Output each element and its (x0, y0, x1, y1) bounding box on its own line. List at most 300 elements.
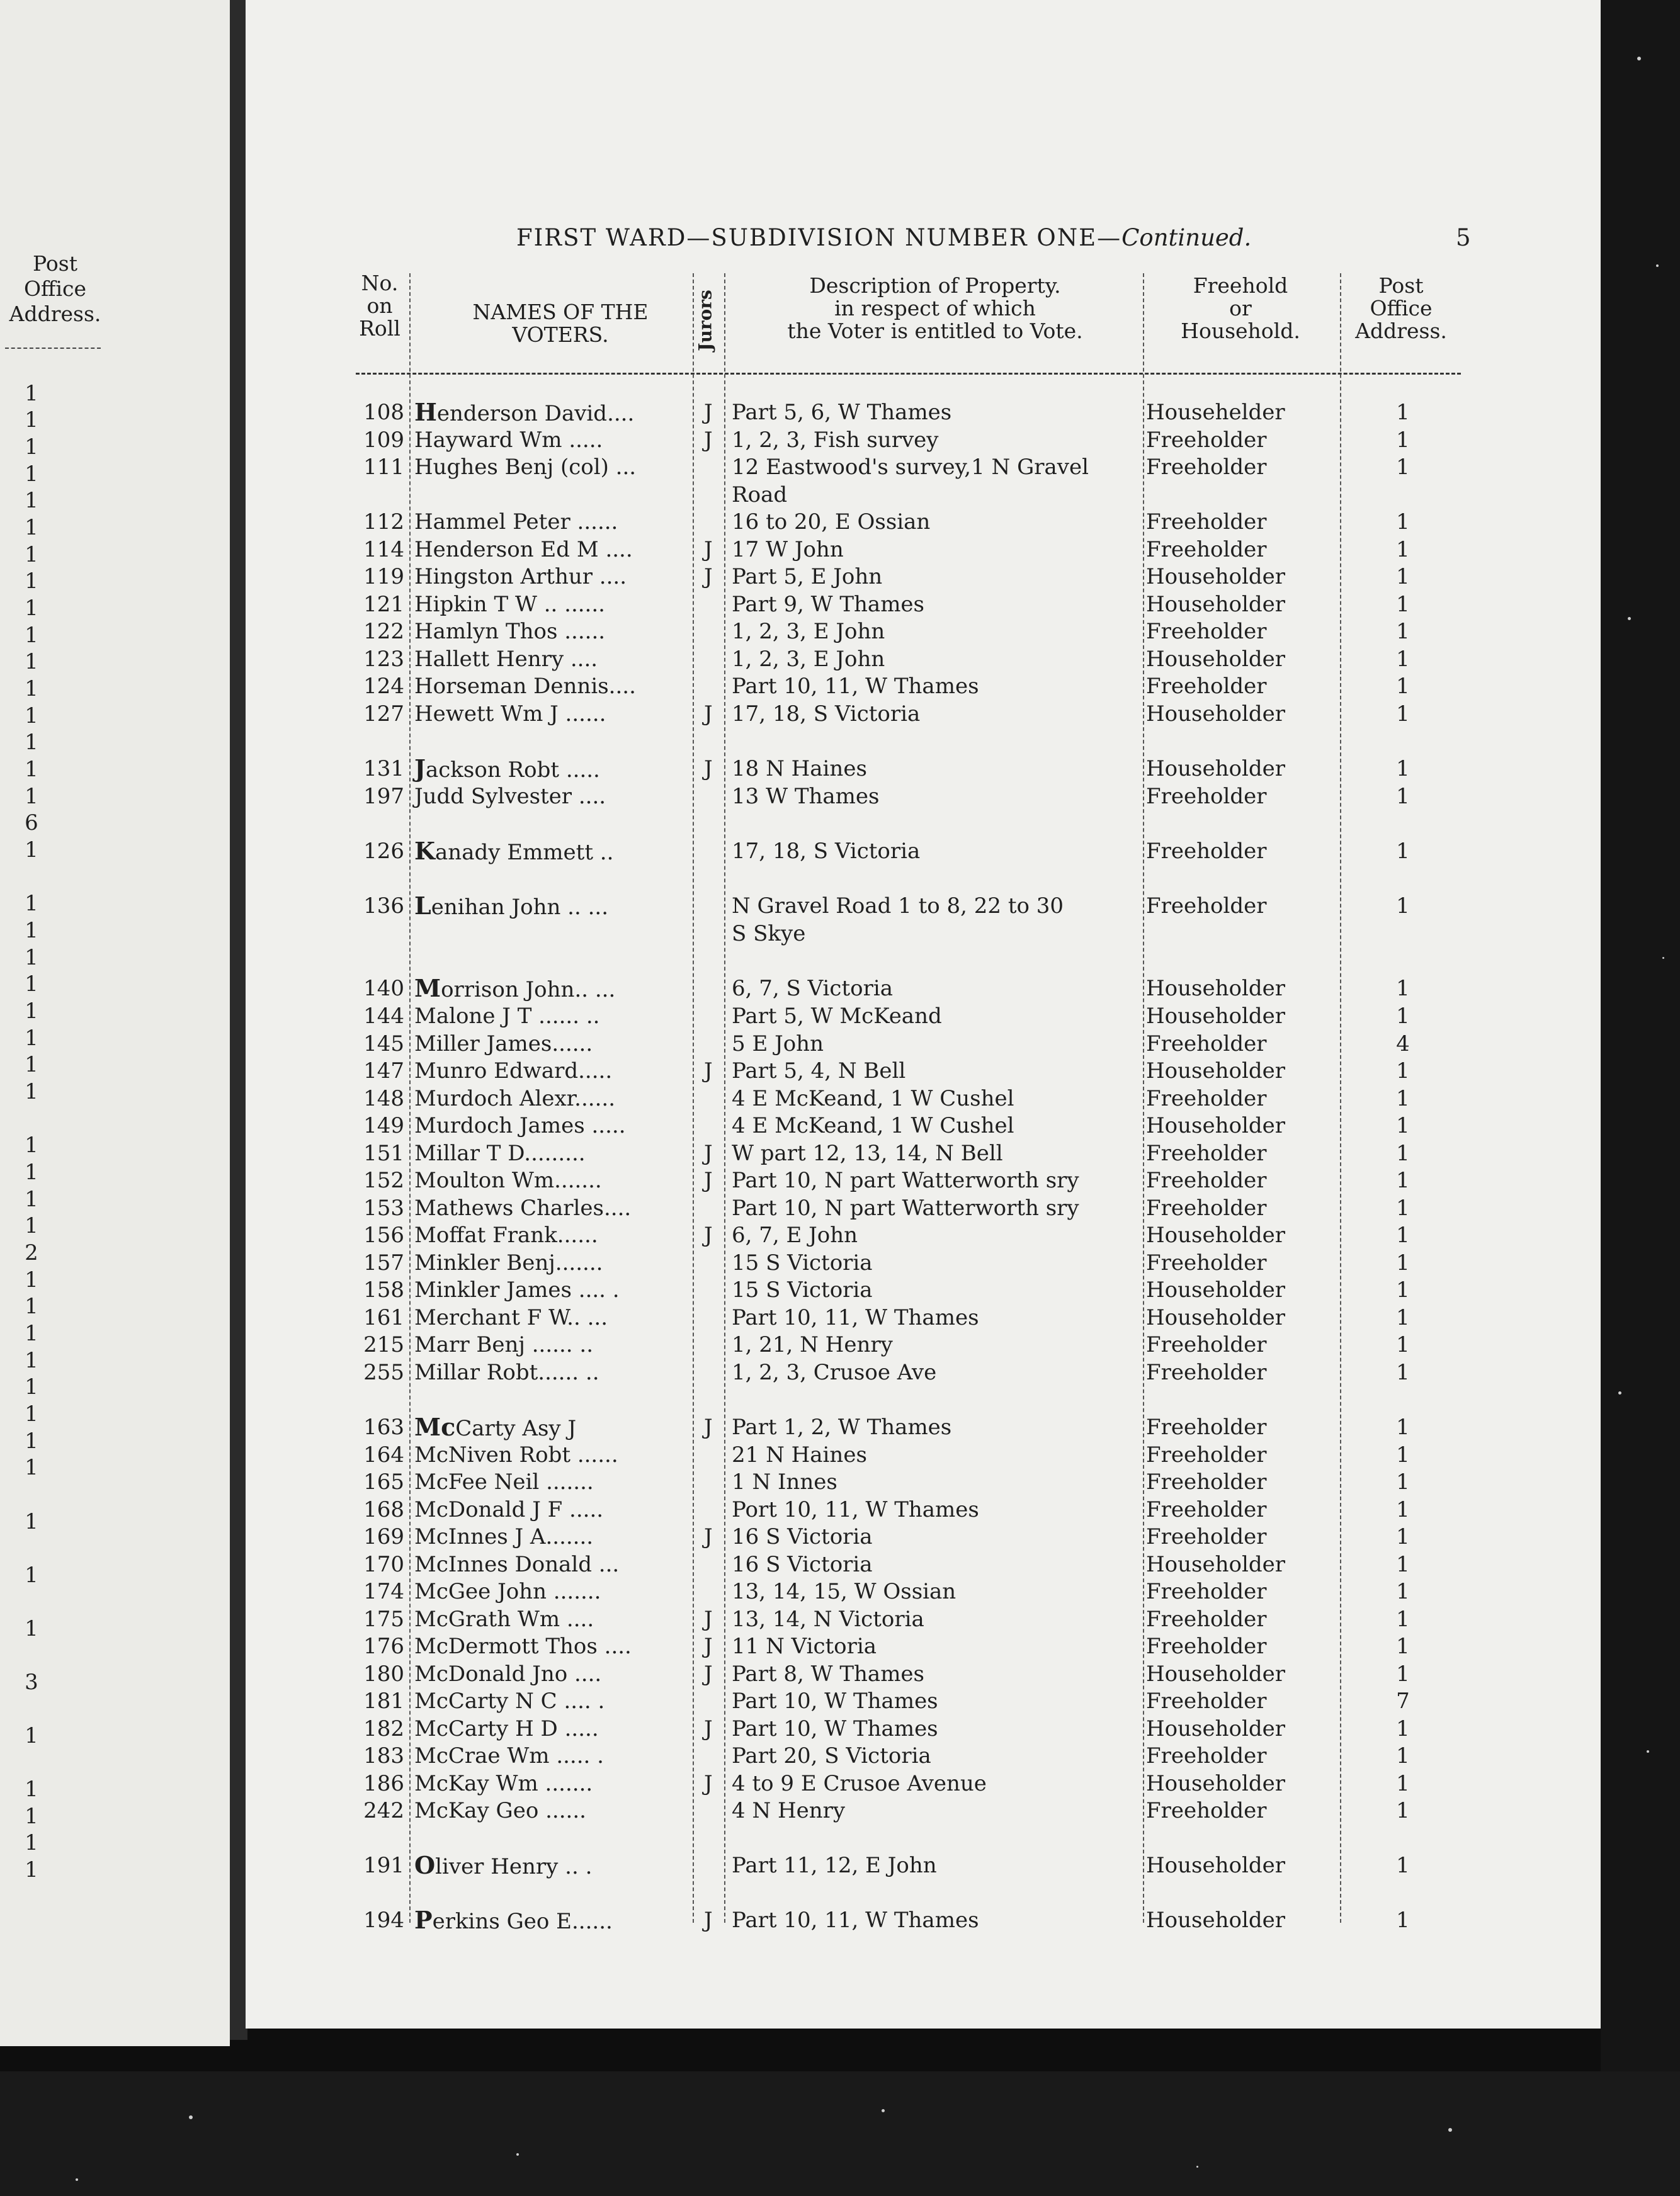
post-office-address: 1 (1396, 1277, 1410, 1303)
voter-name-text: Munro Edward..... (414, 1058, 613, 1084)
post-office-address: 1 (1396, 455, 1410, 480)
voter-name (414, 1441, 685, 1469)
tenure-type: Householder (1146, 1113, 1285, 1138)
voter-name (414, 975, 685, 1004)
table-row (0, 563, 1574, 591)
post-office-address: 1 (1396, 893, 1410, 919)
roll-number: 242 (363, 1798, 404, 1823)
col-freehold-line: Household. (1181, 319, 1300, 343)
voter-name (414, 1523, 685, 1551)
juror-mark: J (704, 400, 713, 425)
left-post-value: 1 (25, 623, 38, 648)
roll-number: 114 (363, 537, 404, 562)
voter-name-text: Carty Asy J (455, 1416, 577, 1441)
roll-number: 169 (363, 1524, 404, 1549)
juror-mark: J (704, 1223, 713, 1248)
table-row (0, 1468, 1574, 1496)
scan-border-right (1601, 0, 1680, 2071)
roll-number: 124 (363, 674, 404, 699)
col-description-heading (730, 274, 1140, 342)
left-post-value: 1 (25, 407, 38, 433)
post-office-address: 1 (1396, 509, 1410, 535)
header-rule (356, 373, 1461, 375)
post-office-address: 4 (1396, 1031, 1410, 1056)
table-row (0, 1523, 1574, 1551)
voter-name-text: Hipkin T W .. ...... (414, 592, 605, 617)
voter-name (414, 1167, 685, 1194)
property-description: 1, 2, 3, Crusoe Ave (732, 1360, 937, 1385)
voter-name (414, 426, 685, 454)
property-description: Part 9, W Thames (732, 592, 924, 617)
roll-number: 119 (363, 564, 404, 589)
left-post-heading-2: Office (23, 276, 87, 301)
property-description: 15 S Victoria (732, 1250, 873, 1276)
tenure-type: Householder (1146, 756, 1285, 781)
voter-name (414, 1770, 685, 1797)
table-row (0, 645, 1574, 673)
voter-name (414, 1578, 685, 1605)
tenure-type: Freeholder (1146, 1497, 1267, 1522)
voter-name-text: Moffat Frank...... (414, 1223, 598, 1248)
voter-name-text: McKay Wm ....... (414, 1771, 593, 1796)
post-office-address: 1 (1396, 1360, 1410, 1385)
roll-number: 255 (363, 1360, 404, 1385)
roll-number: 175 (363, 1607, 404, 1632)
voter-name-initial: L (414, 891, 431, 920)
left-post-value: 1 (25, 381, 38, 406)
roll-number: 156 (363, 1223, 404, 1248)
table-row (0, 1797, 1574, 1825)
voter-name-text: McDonald Jno .... (414, 1661, 602, 1687)
voter-name-text: Millar T D......... (414, 1141, 586, 1166)
left-post-value: 1 (25, 1455, 38, 1480)
property-description: Part 5, W McKeand (732, 1004, 942, 1029)
left-post-value: 1 (25, 1616, 38, 1641)
table-row (0, 975, 1574, 1002)
tenure-type: Freeholder (1146, 1579, 1267, 1604)
voter-name (414, 1002, 685, 1030)
table-row (0, 1002, 1574, 1030)
roll-number: 148 (363, 1086, 404, 1111)
property-description: Road (732, 482, 788, 507)
roll-number: 157 (363, 1250, 404, 1276)
voter-name (414, 1715, 685, 1743)
tenure-type: Freeholder (1146, 1196, 1267, 1221)
table-row (0, 920, 1574, 948)
left-post-value: 1 (25, 1026, 38, 1051)
scan-speck (516, 2153, 519, 2156)
voter-name-text: Horseman Dennis.... (414, 674, 636, 699)
voter-name-text: Hamlyn Thos ...... (414, 619, 606, 644)
roll-number: 165 (363, 1469, 404, 1495)
table-row (0, 618, 1574, 645)
left-post-value: 1 (25, 1509, 38, 1534)
juror-mark: J (704, 1771, 713, 1796)
col-post-heading (1341, 274, 1461, 342)
voter-name (414, 1249, 685, 1277)
voter-name (414, 618, 685, 645)
table-row (0, 1687, 1574, 1715)
roll-number: 183 (363, 1743, 404, 1769)
post-office-address: 1 (1396, 1579, 1410, 1604)
left-post-value: 1 (25, 971, 38, 997)
voter-name-text: McGee John ....... (414, 1579, 601, 1604)
left-post-value: 1 (25, 1723, 38, 1748)
tenure-type: Freeholder (1146, 1798, 1267, 1823)
table-row (0, 1030, 1574, 1058)
roll-number: 158 (363, 1277, 404, 1303)
left-post-value: 1 (25, 784, 38, 809)
voter-name-text: enderson David.... (436, 401, 635, 426)
voter-name (414, 645, 685, 673)
juror-mark: J (704, 1058, 713, 1084)
table-row (0, 1276, 1574, 1304)
left-post-heading-1: Post (33, 251, 77, 276)
voter-name-text: Henderson Ed M .... (414, 537, 633, 562)
roll-number: 163 (363, 1415, 404, 1440)
property-description: 4 to 9 E Crusoe Avenue (732, 1771, 987, 1796)
property-description: 13, 14, 15, W Ossian (732, 1579, 956, 1604)
table-row (0, 1605, 1574, 1633)
voter-name-initial: O (414, 1851, 436, 1879)
left-post-value: 1 (25, 1857, 38, 1882)
voter-name-text: McKay Geo ...... (414, 1798, 586, 1823)
table-row (0, 1112, 1574, 1140)
property-description: Part 11, 12, E John (732, 1853, 937, 1878)
voter-name (414, 1852, 685, 1881)
tenure-type: Householder (1146, 1661, 1285, 1687)
voter-name (414, 783, 685, 810)
roll-number: 127 (363, 701, 404, 727)
table-row (0, 892, 1574, 920)
property-description: 21 N Haines (732, 1442, 867, 1468)
voter-name (414, 1413, 685, 1442)
property-description: 16 S Victoria (732, 1552, 873, 1577)
tenure-type: Freeholder (1146, 509, 1267, 535)
property-description: 17, 18, S Victoria (732, 701, 921, 727)
post-office-address: 1 (1396, 1250, 1410, 1276)
roll-number: 186 (363, 1771, 404, 1796)
tenure-type: Freeholder (1146, 455, 1267, 480)
scan-speck (1656, 264, 1659, 267)
voter-name (414, 453, 685, 481)
property-description: 16 to 20, E Ossian (732, 509, 931, 535)
table-row (0, 1413, 1574, 1441)
voter-name-text: ackson Robt ..... (425, 757, 600, 783)
table-row (0, 508, 1574, 536)
scan-speck (1618, 1391, 1621, 1395)
tenure-type: Freeholder (1146, 1250, 1267, 1276)
roll-number: 122 (363, 619, 404, 644)
post-office-address: 1 (1396, 427, 1410, 453)
juror-mark: J (704, 1141, 713, 1166)
juror-mark: J (704, 1524, 713, 1549)
roll-number: 147 (363, 1058, 404, 1084)
property-description: Part 5, E John (732, 564, 883, 589)
voter-name-text: McDonald J F ..... (414, 1497, 604, 1522)
post-office-address: 1 (1396, 701, 1410, 727)
property-description: Part 5, 6, W Thames (732, 400, 952, 425)
post-office-address: 1 (1396, 1086, 1410, 1111)
voter-name-text: McFee Neil ....... (414, 1469, 594, 1495)
col-jurors-heading (693, 273, 718, 368)
table-row (0, 1660, 1574, 1688)
tenure-type: Householder (1146, 1277, 1285, 1303)
left-post-value: 1 (25, 918, 38, 943)
table-row (0, 1551, 1574, 1578)
post-office-address: 7 (1396, 1689, 1410, 1714)
roll-number: 176 (363, 1634, 404, 1659)
post-office-address: 1 (1396, 1524, 1410, 1549)
scan-speck (1637, 57, 1641, 60)
voter-name (414, 1468, 685, 1496)
post-office-address: 1 (1396, 1469, 1410, 1495)
juror-mark: J (704, 1908, 713, 1933)
voter-name (414, 1906, 685, 1935)
property-description: 13 W Thames (732, 784, 880, 809)
scan-border-bottom (0, 2071, 1680, 2196)
post-office-address: 1 (1396, 1305, 1410, 1330)
tenure-type: Householder (1146, 1853, 1285, 1878)
roll-number: 194 (363, 1908, 404, 1933)
voter-name-text: Miller James...... (414, 1031, 593, 1056)
voter-name (414, 1030, 685, 1058)
scan-speck (1196, 2166, 1198, 2168)
voter-name (414, 1140, 685, 1167)
tenure-type: Househelder (1146, 400, 1285, 425)
post-office-address: 1 (1396, 1442, 1410, 1468)
voter-name (414, 1221, 685, 1249)
post-office-address: 1 (1396, 1552, 1410, 1577)
property-description: 13, 14, N Victoria (732, 1607, 924, 1632)
juror-mark: J (704, 1168, 713, 1193)
property-description: 12 Eastwood's survey,1 N Gravel (732, 455, 1089, 480)
table-row (0, 1304, 1574, 1332)
voter-name (414, 1304, 685, 1332)
roll-number: 168 (363, 1497, 404, 1522)
tenure-type: Householder (1146, 1552, 1285, 1577)
scan-speck (1448, 2128, 1452, 2132)
property-description: 11 N Victoria (732, 1634, 877, 1659)
voter-name-text: anady Emmett .. (435, 840, 614, 865)
post-office-address: 1 (1396, 400, 1410, 425)
roll-number: 145 (363, 1031, 404, 1056)
table-row (0, 1057, 1574, 1085)
tenure-type: Householder (1146, 1004, 1285, 1029)
property-description: Part 10, W Thames (732, 1716, 938, 1741)
col-no-line: No. (361, 271, 399, 295)
table-row (0, 1496, 1574, 1524)
tenure-type: Freeholder (1146, 1141, 1267, 1166)
left-heading-rule (5, 348, 101, 349)
voter-name-text: Malone J T ...... .. (414, 1004, 600, 1029)
jurors-label: Jurors (695, 290, 716, 351)
voter-name-text: McCarty N C .... . (414, 1689, 605, 1714)
col-post-line: Address. (1355, 319, 1447, 343)
voter-name-initial: K (414, 837, 436, 865)
post-office-address: 1 (1396, 784, 1410, 809)
tenure-type: Freeholder (1146, 893, 1267, 919)
table-row (0, 1085, 1574, 1112)
voter-name-text: Minkler James .... . (414, 1277, 620, 1303)
left-post-value: 1 (25, 1160, 38, 1185)
voter-name-text: enihan John .. ... (431, 895, 609, 920)
voter-name-text: Murdoch Alexr...... (414, 1086, 616, 1111)
property-description: 6, 7, S Victoria (732, 976, 893, 1001)
left-post-value: 1 (25, 757, 38, 782)
post-office-address: 1 (1396, 1168, 1410, 1193)
left-post-value: 1 (25, 1052, 38, 1077)
roll-number: 170 (363, 1552, 404, 1577)
roll-number: 144 (363, 1004, 404, 1029)
voter-name (414, 1660, 685, 1688)
roll-number: 126 (363, 839, 404, 864)
col-names-line: VOTERS. (512, 322, 609, 347)
roll-number: 108 (363, 400, 404, 425)
voter-name-initial: J (414, 754, 426, 783)
tenure-type: Freeholder (1146, 1031, 1267, 1056)
roll-number: 215 (363, 1332, 404, 1357)
voter-name (414, 1359, 685, 1386)
property-description: W part 12, 13, 14, N Bell (732, 1141, 1003, 1166)
roll-number: 197 (363, 784, 404, 809)
voter-name (414, 837, 685, 866)
property-description: 1, 2, 3, E John (732, 647, 885, 672)
voter-name-text: liver Henry .. . (435, 1854, 593, 1879)
roll-number: 180 (363, 1661, 404, 1687)
left-post-value: 1 (25, 1348, 38, 1373)
scan-speck (76, 2178, 78, 2181)
left-post-value: 1 (25, 1777, 38, 1802)
property-description: 1, 2, 3, Fish survey (732, 427, 939, 453)
property-description: 15 S Victoria (732, 1277, 873, 1303)
juror-mark: J (704, 1716, 713, 1741)
juror-mark: J (704, 1607, 713, 1632)
voter-name-text: McInnes Donald ... (414, 1552, 620, 1577)
juror-mark: J (704, 564, 713, 589)
voter-name-text: Hammel Peter ...... (414, 509, 618, 535)
table-row (0, 837, 1574, 865)
table-row (0, 1221, 1574, 1249)
juror-mark: J (704, 756, 713, 781)
voter-name (414, 508, 685, 536)
table-row (0, 591, 1574, 618)
tenure-type: Freeholder (1146, 619, 1267, 644)
property-description: 4 N Henry (732, 1798, 846, 1823)
scan-speck (882, 2109, 885, 2112)
voter-name (414, 1797, 685, 1825)
tenure-type: Freeholder (1146, 1634, 1267, 1659)
left-post-value: 1 (25, 1133, 38, 1158)
post-office-address: 1 (1396, 619, 1410, 644)
voter-name-text: McNiven Robt ...... (414, 1442, 618, 1468)
property-description: Part 10, 11, W Thames (732, 674, 979, 699)
left-post-value: 1 (25, 1321, 38, 1346)
tenure-type: Freeholder (1146, 1360, 1267, 1385)
left-post-value: 1 (25, 1804, 38, 1829)
tenure-type: Freeholder (1146, 537, 1267, 562)
table-row (0, 453, 1574, 481)
table-row (0, 481, 1574, 509)
voter-name (414, 755, 685, 784)
roll-number: 164 (363, 1442, 404, 1468)
left-post-value: 1 (25, 1563, 38, 1588)
juror-mark: J (704, 1415, 713, 1440)
table-row (0, 1167, 1574, 1194)
table-row (0, 1140, 1574, 1167)
post-office-address: 1 (1396, 1908, 1410, 1933)
voter-name-text: Mathews Charles.... (414, 1196, 632, 1221)
property-description: Part 8, W Thames (732, 1661, 924, 1687)
voter-name (414, 1633, 685, 1660)
property-description: Part 20, S Victoria (732, 1743, 931, 1769)
roll-number: 111 (363, 455, 404, 480)
left-post-value: 1 (25, 891, 38, 916)
post-office-address: 1 (1396, 839, 1410, 864)
property-description: 4 E McKeand, 1 W Cushel (732, 1113, 1014, 1138)
voter-name-text: Minkler Benj....... (414, 1250, 603, 1276)
left-post-value: 1 (25, 730, 38, 755)
property-description: 17 W John (732, 537, 844, 562)
post-office-address: 1 (1396, 647, 1410, 672)
tenure-type: Freeholder (1146, 1469, 1267, 1495)
left-post-value: 1 (25, 488, 38, 513)
left-post-value: 1 (25, 1213, 38, 1238)
roll-number: 174 (363, 1579, 404, 1604)
left-post-value: 1 (25, 649, 38, 674)
roll-number: 153 (363, 1196, 404, 1221)
tenure-type: Householder (1146, 564, 1285, 589)
juror-mark: J (704, 427, 713, 453)
tenure-type: Householder (1146, 701, 1285, 727)
post-office-address: 1 (1396, 1743, 1410, 1769)
property-description: N Gravel Road 1 to 8, 22 to 30 (732, 893, 1064, 919)
voter-name-text: Millar Robt...... .. (414, 1360, 599, 1385)
left-post-value: 1 (25, 703, 38, 728)
property-description: Part 10, N part Watterworth sry (732, 1168, 1079, 1193)
post-office-address: 1 (1396, 592, 1410, 617)
table-row (0, 1249, 1574, 1277)
col-no-heading (353, 272, 407, 340)
scan-speck (1628, 617, 1631, 620)
property-description: 17, 18, S Victoria (732, 839, 921, 864)
post-office-address: 1 (1396, 1223, 1410, 1248)
voter-name (414, 1605, 685, 1633)
left-post-value: 1 (25, 434, 38, 460)
post-office-address: 1 (1396, 976, 1410, 1001)
property-description: Part 10, 11, W Thames (732, 1908, 979, 1933)
table-row (0, 399, 1574, 426)
voter-name-text: McCrae Wm ..... . (414, 1743, 604, 1769)
left-post-value: 1 (25, 1267, 38, 1293)
left-post-value: 1 (25, 1294, 38, 1319)
post-office-address: 1 (1396, 1798, 1410, 1823)
table-row (0, 1331, 1574, 1359)
post-office-address: 1 (1396, 1634, 1410, 1659)
property-description: 4 E McKeand, 1 W Cushel (732, 1086, 1014, 1111)
roll-number: 149 (363, 1113, 404, 1138)
voter-name (414, 591, 685, 618)
voter-name (414, 1085, 685, 1112)
tenure-type: Householder (1146, 976, 1285, 1001)
post-office-address: 1 (1396, 756, 1410, 781)
post-office-address: 1 (1396, 537, 1410, 562)
table-row (0, 1770, 1574, 1797)
tenure-type: Freeholder (1146, 1415, 1267, 1440)
voter-name (414, 700, 685, 728)
property-description: 5 E John (732, 1031, 824, 1056)
table-row (0, 755, 1574, 783)
